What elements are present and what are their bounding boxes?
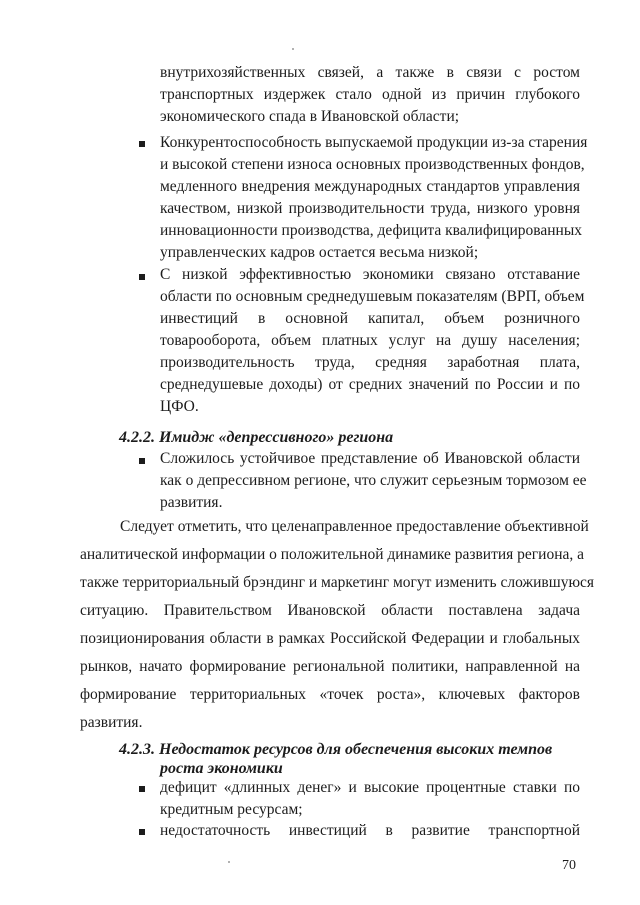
bullet-marker <box>139 274 145 280</box>
text-line: производительность труда, средняя заработная плата, <box>160 354 580 371</box>
text-line: Конкурентоспособность выпускаемой продукции из-за старения <box>160 134 588 151</box>
bullet-item-investment <box>160 820 580 842</box>
text-line: транспортных издержек стало одной из причин глубокого <box>160 86 580 103</box>
text-line: развития. <box>80 714 143 731</box>
bullet-marker <box>139 458 145 464</box>
continuation-text <box>160 62 580 128</box>
text-line: качеством, низкой производительности труда, низкого уровня <box>160 200 580 217</box>
text-line: Следует отметить, что целенаправленное предоставление объективной <box>120 518 589 535</box>
text-line: Сложилось устойчивое представление об Ивановской области <box>160 450 580 467</box>
text-line: экономического спада в Ивановской области; <box>160 108 460 125</box>
text-line: как о депрессивном регионе, что служит серьезным тормозом ее <box>160 472 587 489</box>
text-line: инвестиций в основной капитал, объем розничного <box>160 310 580 327</box>
text-line: недостаточность инвестиций в развитие транспортной <box>160 822 580 839</box>
bullet-item-competitiveness <box>160 132 588 264</box>
text-line: управленческих кадров остается весьма низкой; <box>160 244 479 261</box>
text-line: формирование территориальных «точек роста», ключевых факторов <box>80 686 580 703</box>
text-line: ЦФО. <box>160 398 199 415</box>
bullet-item-long-money <box>160 777 580 821</box>
bullet-marker <box>139 786 145 792</box>
text-line: внутрихозяйственных связей, а также в связи с ростом <box>160 64 580 81</box>
section-heading-4-2-2: 4.2.2. Имидж «депрессивного» региона <box>119 429 394 446</box>
text-line: также территориальный брэндинг и маркетинг могут изменить сложившуюся <box>80 574 595 591</box>
scan-speck <box>228 861 230 863</box>
page-number: 70 <box>562 858 576 873</box>
text-line: и высокой степени износа основных производственных фондов, <box>160 156 585 173</box>
text-line: развития. <box>160 494 223 511</box>
text-line: рынков, начато формирование региональной политики, направленной на <box>80 658 580 675</box>
section-heading-4-2-3: 4.2.3. Недостаток ресурсов для обеспечения высоких темпов <box>119 741 553 758</box>
scan-speck <box>292 48 294 50</box>
text-line: дефицит «длинных денег» и высокие процентные ставки по <box>160 779 580 796</box>
bullet-marker <box>139 141 145 147</box>
text-line: области по основным среднедушевым показателям (ВРП, объем <box>160 288 585 305</box>
text-line: среднедушевые доходы) от средних значений по России и по <box>160 376 580 393</box>
body-paragraph <box>80 513 595 737</box>
text-line: товарооборота, объем платных услуг на душу населения; <box>160 332 580 349</box>
section-heading-4-2-3-cont: роста экономики <box>160 760 283 777</box>
text-line: позиционирования области в рамках Российской Федерации и глобальных <box>80 630 580 647</box>
text-line: медленного внедрения международных стандартов управления <box>160 178 580 195</box>
text-line: С низкой эффективностью экономики связано отставание <box>160 266 580 283</box>
bullet-item-efficiency <box>160 264 585 418</box>
text-line: кредитным ресурсам; <box>160 801 303 818</box>
bullet-marker <box>139 829 145 835</box>
text-line: инновационности производства, дефицита квалифицированных <box>160 222 582 239</box>
bullet-item-image <box>160 448 587 514</box>
text-line: аналитической информации о положительной динамике развития региона, а <box>80 546 585 563</box>
text-line: ситуацию. Правительством Ивановской области поставлена задача <box>80 602 580 619</box>
